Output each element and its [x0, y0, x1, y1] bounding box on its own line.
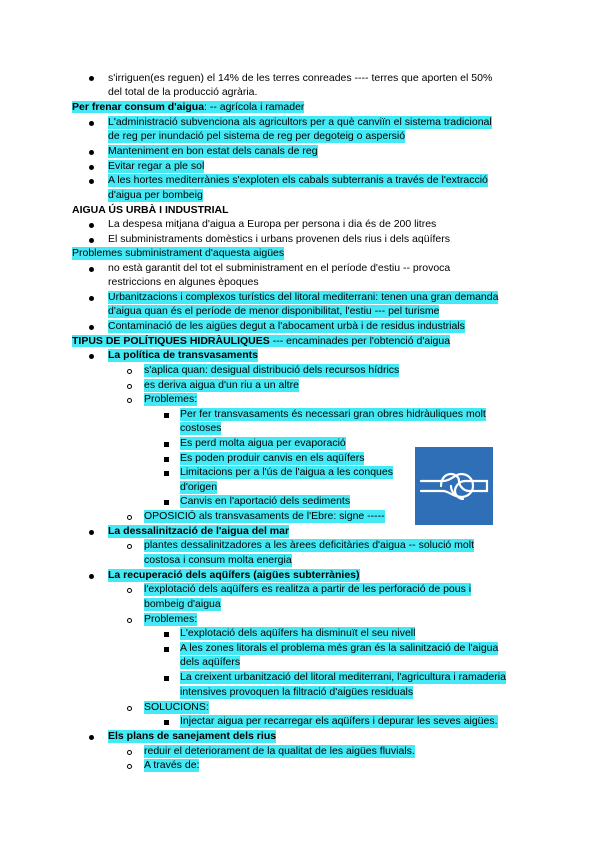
- text-line: SOLUCIONS:: [144, 701, 209, 713]
- text-line: A les hortes mediterrànies s'exploten els cabals subterranis a través de l'extracció: [108, 174, 488, 186]
- sub-bullet: [127, 544, 132, 549]
- bullet: [89, 238, 94, 243]
- text-line: Es poden produir canvis en els aqüífers: [180, 452, 365, 464]
- text-line: La despesa mitjana d'aigua a Europa per persona i dia és de 200 litres: [108, 218, 437, 230]
- text-line: reduir el deteriorament de la qualitat de les aigües fluvials.: [144, 745, 415, 757]
- text-line: La creixent urbanització del litoral mediterrani, l'agricultura i ramaderia: [180, 671, 506, 683]
- bullet: [89, 121, 94, 126]
- text-line: bombeig d'aigua: [144, 598, 221, 610]
- subheading: La dessalinització de l'aigua del mar: [108, 525, 290, 537]
- subheading: La recuperació dels aqüífers (aigües subterrànies): [108, 569, 360, 581]
- bullet: [89, 223, 94, 228]
- text-line: Urbanitzacions i complexos turístics del litoral mediterrani: tenen una gran demanda: [108, 291, 499, 303]
- text-line: Canvis en l'aportació dels sediments: [180, 495, 351, 507]
- text-line: A les zones litorals el problema més gran és la salinització de l'aigua: [180, 642, 499, 654]
- bullet: [89, 179, 94, 184]
- sub-bullet: [127, 369, 132, 374]
- text-line: Problemes:: [144, 613, 198, 625]
- bullet: [89, 267, 94, 272]
- section-heading: Problemes subministrament d'aquesta aigües: [72, 247, 285, 259]
- text-line: Limitacions per a l'ús de l'aigua a les conques: [180, 466, 393, 478]
- bullet: [89, 165, 94, 170]
- sub-sub-bullet: [164, 500, 169, 505]
- section-heading: [72, 335, 450, 348]
- sub-bullet: [127, 588, 132, 593]
- text-line: Manteniment en bon estat dels canals de reg: [108, 145, 318, 157]
- text-line: s'irriguen(es reguen) el 14% de les terres conreades ---- terres que aporten el 50%: [108, 72, 493, 84]
- sub-sub-bullet: [164, 442, 169, 447]
- sub-bullet: [127, 618, 132, 623]
- text-line: costoses: [180, 422, 222, 434]
- sub-bullet: [127, 706, 132, 711]
- sub-sub-bullet: [164, 676, 169, 681]
- subheading: La política de transvasaments: [108, 349, 258, 361]
- knot-icon: [415, 447, 493, 525]
- text-line: dels aqüífers: [180, 656, 241, 668]
- sub-bullet: [127, 515, 132, 520]
- sub-sub-bullet: [164, 632, 169, 637]
- sub-sub-bullet: [164, 720, 169, 725]
- text-line: plantes dessalinitzadores a les àrees deficitàries d'aigua -- solució molt: [144, 539, 475, 551]
- heading-rest: --- encaminades per l'obtenció d'aigua: [269, 335, 451, 347]
- text-line: de reg per inundació pel sistema de reg per degoteig o aspersió: [108, 130, 406, 142]
- text-line: Es perd molta aigua per evaporació: [180, 437, 346, 449]
- sub-sub-bullet: [164, 457, 169, 462]
- sub-sub-bullet: [164, 647, 169, 652]
- bullet: [89, 530, 94, 535]
- text-line: L'administració subvenciona als agricultors per a què canviïn el sistema tradicional: [108, 116, 492, 128]
- bullet: [89, 150, 94, 155]
- text-line: OPOSICIÓ als transvasaments de l'Ebre: signe -----: [144, 510, 385, 522]
- sub-sub-bullet: [164, 413, 169, 418]
- text-line: intensives provoquen la filtració d'aigües residuals: [180, 686, 414, 698]
- text-line: no està garantit del tot el subministrament en el període d'estiu -- provoca: [108, 262, 451, 274]
- text-line: d'origen: [180, 481, 218, 493]
- text-line: Injectar aigua per recarregar els aqüífers i depurar les seves aigües.: [180, 715, 498, 727]
- text-line: Evitar regar a ple sol: [108, 160, 205, 172]
- section-heading: AIGUA ÚS URBÀ I INDUSTRIAL: [72, 204, 229, 216]
- sub-bullet: [127, 764, 132, 769]
- sub-bullet: [127, 750, 132, 755]
- text-line: L'explotació dels aqüífers ha disminuït el seu nivell: [180, 627, 416, 639]
- bullet: [89, 325, 94, 330]
- text-line: costosa i consum molta energia: [144, 554, 292, 566]
- subheading: Els plans de sanejament dels rius: [108, 730, 277, 742]
- heading-bold: TIPUS DE POLÍTIQUES HIDRÀULIQUES: [72, 335, 270, 347]
- knot-image: [415, 447, 493, 525]
- bullet: [89, 735, 94, 740]
- sub-sub-bullet: [164, 471, 169, 476]
- text-line: es deriva aigua d'un riu a un altre: [144, 379, 299, 391]
- heading-rest: : -- agrícola i ramader: [204, 101, 305, 113]
- text-line: A través de:: [144, 759, 200, 771]
- sub-bullet: [127, 384, 132, 389]
- text-line: l'explotació dels aqüífers es realitza a partir de les perforació de pous i: [144, 583, 472, 595]
- text-line: Problemes:: [144, 393, 198, 405]
- bullet: [89, 354, 94, 359]
- section-heading: [72, 101, 304, 114]
- text-line: del total de la producció agrària.: [108, 86, 258, 98]
- text-line: d'aigua per bombeig: [108, 189, 203, 201]
- text-line: El subministraments domèstics i urbans provenen dels rius i dels aqüífers: [108, 233, 450, 245]
- heading-bold: Per frenar consum d'aigua: [72, 101, 205, 113]
- bullet: [89, 574, 94, 579]
- text-line: s'aplica quan: desigual distribució dels recursos hídrics: [144, 364, 400, 376]
- text-line: Per fer transvasaments és necessari gran obres hidràuliques molt: [180, 408, 486, 420]
- sub-bullet: [127, 398, 132, 403]
- text-line: d'aigua quan és el període de menor disponibilitat, l'estiu --- pel turisme: [108, 305, 440, 317]
- bullet: [89, 76, 94, 81]
- text-line: restriccions en algunes èpoques: [108, 276, 259, 288]
- text-line: Contaminació de les aigües degut a l'abocament urbà i de residus industrials: [108, 320, 465, 332]
- bullet: [89, 296, 94, 301]
